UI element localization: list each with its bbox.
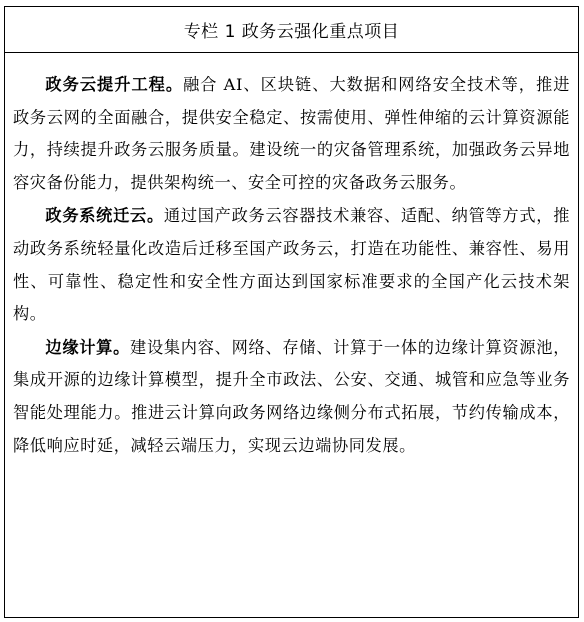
box-title: 专栏 1 政务云强化重点项目 xyxy=(5,7,578,53)
paragraph-system-migration xyxy=(13,200,570,330)
paragraph-lead: 政务系统迁云。 xyxy=(45,206,164,226)
paragraph-edge-computing xyxy=(13,332,570,462)
paragraph-text: 融合 AI、区块链、大数据和网络安全技术等，推进政务云网的全面融合，提供安全稳定、按需使用、弹性伸缩的云计算资源能力，持续提升政务云服务质量。建设统一的灾备管理系统，加强政务云异地容灾备份能力，提供架构统一、安全可控的灾备政务云服务。 xyxy=(13,75,570,192)
paragraph-cloud-upgrade xyxy=(13,69,570,199)
paragraph-lead: 边缘计算。 xyxy=(45,337,131,357)
paragraph-text: 通过国产政务云容器技术兼容、适配、纳管等方式，推动政务系统轻量化改造后迁移至国产政务云，打造在功能性、兼容性、易用性、可靠性、稳定性和安全性方面达到国家标准要求的全国产化云技术架构。 xyxy=(13,206,570,324)
paragraph-lead: 政务云提升工程。 xyxy=(45,75,184,94)
paragraph-text: 建设集内容、网络、存储、计算于一体的边缘计算资源池，集成开源的边缘计算模型，提升全市政法、公安、交通、城管和应急等业务智能处理能力。推进云计算向政务网络边缘侧分布式拓展，节约传输成本，降低响应时延，减轻云端压力，实现云边端协同发展。 xyxy=(13,337,570,455)
box-content xyxy=(5,53,578,462)
feature-box xyxy=(4,6,579,618)
